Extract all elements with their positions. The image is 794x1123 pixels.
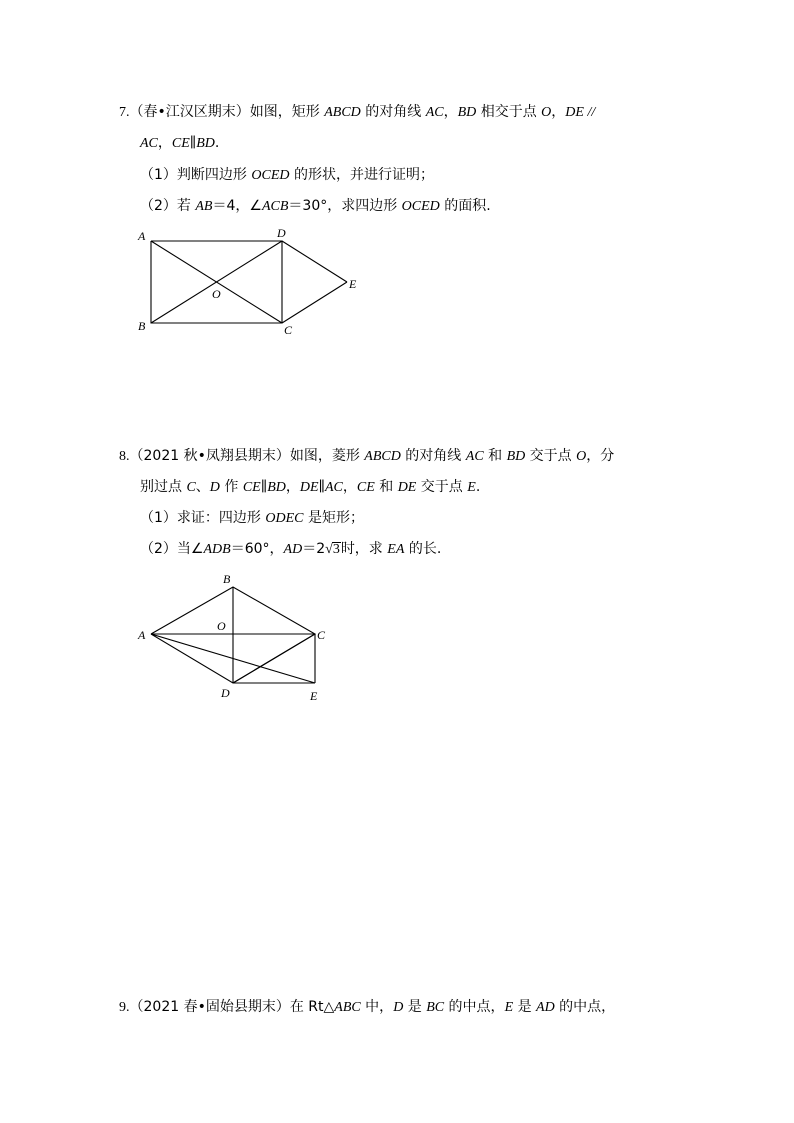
- question-index: （1）: [140, 167, 177, 183]
- problem-8-number: 8.: [119, 449, 130, 464]
- text: 交于点: [525, 448, 577, 464]
- math-abcd: ABCD: [364, 449, 401, 464]
- text: 的面积.: [439, 198, 491, 214]
- math-ce: CE: [242, 480, 261, 495]
- math-bd: BD: [457, 105, 477, 120]
- text: 若: [176, 198, 196, 214]
- math-d: D: [209, 480, 220, 495]
- math-de: DE: [299, 480, 319, 495]
- math-ad: AD: [536, 1000, 555, 1015]
- label-b: B: [138, 319, 146, 333]
- math-d: D: [393, 1000, 404, 1015]
- text: ，: [551, 104, 566, 120]
- math-o: O: [541, 105, 552, 120]
- math-abcd: ABCD: [324, 105, 361, 120]
- text: ，: [157, 135, 172, 151]
- text: 相交于点: [476, 104, 542, 120]
- problem-9-number: 9.: [119, 1000, 130, 1015]
- text: ，: [342, 479, 357, 495]
- text: 交于点: [416, 479, 468, 495]
- math-abc: ABC: [334, 1000, 361, 1015]
- text: 的中点，: [444, 999, 505, 1015]
- text: ，分: [586, 448, 615, 464]
- text: 判断四边形: [176, 167, 252, 183]
- math-ac: AC: [425, 105, 444, 120]
- text: 时，求: [340, 541, 388, 557]
- segment-dc: [233, 634, 315, 683]
- text: 作: [219, 479, 243, 495]
- label-o: O: [212, 287, 221, 301]
- math-ce: CE: [356, 480, 375, 495]
- text: 在 Rt△: [289, 999, 335, 1015]
- parallel-symbol: //: [583, 105, 596, 120]
- text: .: [475, 479, 481, 495]
- problem-9-line-1: [119, 997, 615, 1018]
- label-e: E: [349, 277, 357, 291]
- math-ab: AB: [195, 199, 213, 214]
- radicand: 3: [332, 542, 340, 557]
- text: ＝4，∠: [212, 198, 262, 214]
- text: 是: [513, 999, 537, 1015]
- text: 的中点，: [554, 999, 616, 1015]
- math-acb: ACB: [261, 199, 289, 214]
- text: 如图，菱形: [289, 448, 365, 464]
- label-e: E: [310, 689, 318, 703]
- label-d: D: [277, 226, 286, 240]
- text: ＝60°，: [230, 541, 284, 557]
- text: 和: [374, 479, 398, 495]
- label-a: A: [138, 628, 146, 642]
- text: 中，: [360, 999, 394, 1015]
- math-ac: AC: [325, 480, 343, 495]
- problem-7-source: （春•江汉区期末）: [129, 104, 250, 120]
- text: 是: [403, 999, 427, 1015]
- sqrt-symbol: √: [325, 542, 333, 557]
- text: 当∠: [176, 541, 204, 557]
- math-c: C: [186, 480, 196, 495]
- text: 的对角线: [400, 448, 466, 464]
- math-bd: BD: [506, 449, 526, 464]
- question-index: （1）: [140, 510, 177, 526]
- problem-7-number: 7.: [119, 105, 130, 120]
- label-a: A: [138, 229, 146, 243]
- question-index: （2）: [140, 541, 177, 557]
- label-d: D: [221, 686, 230, 700]
- text: 别过点: [140, 479, 187, 495]
- math-ac: AC: [140, 136, 158, 151]
- math-bd: BD: [196, 136, 215, 151]
- math-e: E: [467, 480, 476, 495]
- math-bc: BC: [426, 1000, 445, 1015]
- text: 、: [195, 479, 210, 495]
- parallel-symbol: ∥: [318, 480, 325, 495]
- problem-8-source: （2021 秋•凤翔县期末）: [129, 448, 290, 464]
- text: 的对角线: [360, 104, 426, 120]
- label-c: C: [317, 628, 326, 642]
- text: 求证：四边形: [176, 510, 266, 526]
- math-e: E: [504, 1000, 514, 1015]
- math-ad: AD: [283, 542, 303, 557]
- text: 是矩形；: [303, 510, 364, 526]
- text: .: [214, 135, 220, 151]
- label-o: O: [217, 619, 226, 633]
- math-oced: OCED: [401, 199, 440, 214]
- math-oced: OCED: [251, 168, 290, 183]
- parallel-symbol: ∥: [189, 136, 197, 151]
- math-ac: AC: [465, 449, 484, 464]
- math-de: DE: [565, 105, 584, 120]
- text: ＝2: [302, 541, 326, 557]
- parallel-symbol: ∥: [260, 480, 268, 495]
- math-odec: ODEC: [265, 511, 304, 526]
- text: 的长.: [404, 541, 442, 557]
- text: ＝30°，求四边形: [288, 198, 402, 214]
- math-ea: EA: [387, 542, 405, 557]
- math-ce: CE: [171, 136, 190, 151]
- text: 和: [483, 448, 507, 464]
- text: 如图，矩形: [249, 104, 325, 120]
- problem-9-source: （2021 春•固始县期末）: [129, 999, 290, 1015]
- math-adb: ADB: [203, 542, 231, 557]
- question-index: （2）: [140, 198, 177, 214]
- text: ，: [285, 479, 300, 495]
- text: ，: [443, 104, 458, 120]
- label-c: C: [284, 323, 293, 337]
- math-o: O: [576, 449, 587, 464]
- math-bd: BD: [267, 480, 286, 495]
- math-de: DE: [397, 480, 417, 495]
- label-b: B: [223, 572, 231, 586]
- text: 的形状，并进行证明；: [289, 167, 434, 183]
